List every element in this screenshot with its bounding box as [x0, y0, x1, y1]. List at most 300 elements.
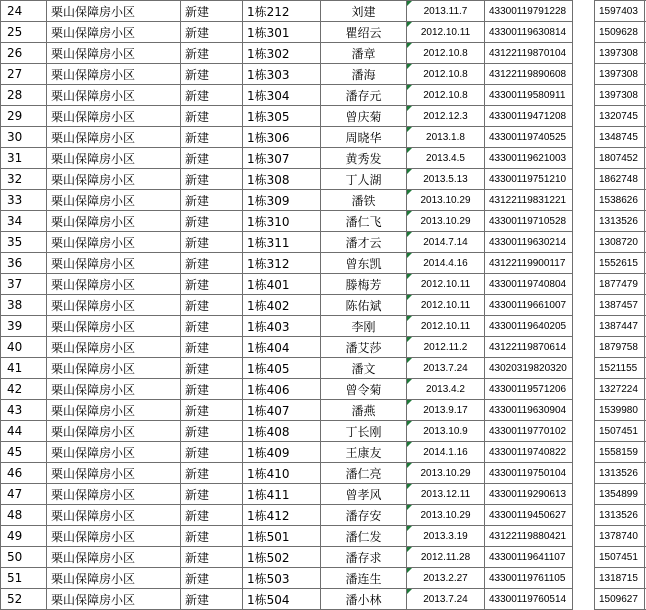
type-cell[interactable]: 新建: [181, 589, 243, 610]
gap-cell: [573, 568, 595, 589]
date-cell[interactable]: 2013.10.29: [407, 463, 485, 484]
community-cell[interactable]: 栗山保障房小区: [47, 85, 181, 106]
gap-cell: [573, 85, 595, 106]
room-cell[interactable]: 1栋407: [243, 400, 321, 421]
date-cell[interactable]: 2013.5.13: [407, 169, 485, 190]
room-cell[interactable]: 1栋310: [243, 211, 321, 232]
row-number-cell[interactable]: 24: [1, 1, 47, 22]
date-cell[interactable]: 2014.7.14: [407, 232, 485, 253]
resident-name-cell[interactable]: 黄秀发: [321, 148, 407, 169]
id-number-cell[interactable]: 43300119770102: [485, 421, 573, 442]
resident-name-cell[interactable]: 潘仁飞: [321, 211, 407, 232]
phone-cell[interactable]: 1397308: [595, 43, 645, 64]
row-number-cell[interactable]: 36: [1, 253, 47, 274]
phone-cell[interactable]: 1387457: [595, 295, 645, 316]
community-cell[interactable]: 栗山保障房小区: [47, 463, 181, 484]
room-cell[interactable]: 1栋403: [243, 316, 321, 337]
row-number-cell[interactable]: 48: [1, 505, 47, 526]
gap-cell: [573, 484, 595, 505]
room-cell[interactable]: 1栋502: [243, 547, 321, 568]
type-cell[interactable]: 新建: [181, 484, 243, 505]
gap-cell: [573, 337, 595, 358]
room-cell[interactable]: 1栋412: [243, 505, 321, 526]
community-cell[interactable]: 栗山保障房小区: [47, 64, 181, 85]
room-cell[interactable]: 1栋306: [243, 127, 321, 148]
date-cell[interactable]: 2013.7.24: [407, 589, 485, 610]
id-number-cell[interactable]: 43300119641107: [485, 547, 573, 568]
table-row: [1, 421, 646, 442]
resident-name-cell[interactable]: 潘艾莎: [321, 337, 407, 358]
date-cell[interactable]: 2012.10.8: [407, 85, 485, 106]
gap-cell: [573, 547, 595, 568]
room-cell[interactable]: 1栋402: [243, 295, 321, 316]
comment-marker-icon: [407, 148, 412, 153]
row-number-cell[interactable]: 32: [1, 169, 47, 190]
community-cell[interactable]: 栗山保障房小区: [47, 589, 181, 610]
date-cell[interactable]: 2012.10.11: [407, 22, 485, 43]
type-cell[interactable]: 新建: [181, 316, 243, 337]
id-number-cell[interactable]: 43300119750104: [485, 463, 573, 484]
id-number-cell[interactable]: 43300119580911: [485, 85, 573, 106]
comment-marker-icon: [407, 463, 412, 468]
comment-marker-icon: [407, 127, 412, 132]
room-cell[interactable]: 1栋410: [243, 463, 321, 484]
id-number-cell[interactable]: 43300119450627: [485, 505, 573, 526]
id-number-cell[interactable]: 43300119791228: [485, 1, 573, 22]
date-cell[interactable]: 2013.7.24: [407, 358, 485, 379]
phone-cell[interactable]: 1348745: [595, 127, 645, 148]
id-number-cell[interactable]: 43300119710528: [485, 211, 573, 232]
community-cell[interactable]: 栗山保障房小区: [47, 22, 181, 43]
date-cell[interactable]: 2013.10.29: [407, 505, 485, 526]
row-number-cell[interactable]: 28: [1, 85, 47, 106]
row-number-cell[interactable]: 34: [1, 211, 47, 232]
gap-cell: [573, 22, 595, 43]
row-number-cell[interactable]: 37: [1, 274, 47, 295]
type-cell[interactable]: 新建: [181, 295, 243, 316]
community-cell[interactable]: 栗山保障房小区: [47, 127, 181, 148]
id-number-cell[interactable]: 43300119630814: [485, 22, 573, 43]
comment-marker-icon: [407, 526, 412, 531]
date-cell[interactable]: 2013.9.17: [407, 400, 485, 421]
table-row: [1, 358, 646, 379]
resident-name-cell[interactable]: 潘存元: [321, 85, 407, 106]
type-cell[interactable]: 新建: [181, 43, 243, 64]
room-cell[interactable]: 1栋411: [243, 484, 321, 505]
community-cell[interactable]: 栗山保障房小区: [47, 421, 181, 442]
community-cell[interactable]: 栗山保障房小区: [47, 484, 181, 505]
resident-name-cell[interactable]: 陈佑斌: [321, 295, 407, 316]
row-number-cell[interactable]: 29: [1, 106, 47, 127]
type-cell[interactable]: 新建: [181, 442, 243, 463]
room-cell[interactable]: 1栋212: [243, 1, 321, 22]
date-cell[interactable]: 2012.10.11: [407, 316, 485, 337]
phone-cell[interactable]: 1507451: [595, 547, 645, 568]
comment-marker-icon: [407, 358, 412, 363]
resident-name-cell[interactable]: 潘章: [321, 43, 407, 64]
type-cell[interactable]: 新建: [181, 400, 243, 421]
date-cell[interactable]: 2013.3.19: [407, 526, 485, 547]
type-cell[interactable]: 新建: [181, 568, 243, 589]
phone-cell[interactable]: 1877479: [595, 274, 645, 295]
id-number-cell[interactable]: 43122119831221: [485, 190, 573, 211]
room-cell[interactable]: 1栋501: [243, 526, 321, 547]
row-number-cell[interactable]: 31: [1, 148, 47, 169]
phone-cell[interactable]: 1397308: [595, 64, 645, 85]
table-row: [1, 400, 646, 421]
gap-cell: [573, 526, 595, 547]
table-row: [1, 337, 646, 358]
comment-marker-icon: [407, 379, 412, 384]
room-cell[interactable]: 1栋404: [243, 337, 321, 358]
community-cell[interactable]: 栗山保障房小区: [47, 568, 181, 589]
id-number-cell[interactable]: 43300119661007: [485, 295, 573, 316]
room-cell[interactable]: 1栋401: [243, 274, 321, 295]
comment-marker-icon: [407, 190, 412, 195]
id-number-cell[interactable]: 43300119630214: [485, 232, 573, 253]
gap-cell: [573, 421, 595, 442]
type-cell[interactable]: 新建: [181, 463, 243, 484]
gap-cell: [573, 190, 595, 211]
phone-cell[interactable]: 1308720: [595, 232, 645, 253]
community-cell[interactable]: 栗山保障房小区: [47, 148, 181, 169]
comment-marker-icon: [407, 505, 412, 510]
resident-name-cell[interactable]: 曾庆菊: [321, 106, 407, 127]
resident-name-cell[interactable]: 李刚: [321, 316, 407, 337]
resident-name-cell[interactable]: 潘连生: [321, 568, 407, 589]
community-cell[interactable]: 栗山保障房小区: [47, 358, 181, 379]
gap-cell: [573, 505, 595, 526]
comment-marker-icon: [407, 274, 412, 279]
resident-name-cell[interactable]: 潘燕: [321, 400, 407, 421]
room-cell[interactable]: 1栋308: [243, 169, 321, 190]
comment-marker-icon: [407, 568, 412, 573]
community-cell[interactable]: 栗山保障房小区: [47, 211, 181, 232]
phone-cell[interactable]: 1354899: [595, 484, 645, 505]
table-row: [1, 22, 646, 43]
id-number-cell[interactable]: 43300119640205: [485, 316, 573, 337]
resident-name-cell[interactable]: 滕梅芳: [321, 274, 407, 295]
phone-cell[interactable]: 1521155: [595, 358, 645, 379]
date-cell[interactable]: 2012.12.3: [407, 106, 485, 127]
phone-cell[interactable]: 1862748: [595, 169, 645, 190]
id-number-cell[interactable]: 43020319820320: [485, 358, 573, 379]
row-number-cell[interactable]: 33: [1, 190, 47, 211]
row-number-cell[interactable]: 35: [1, 232, 47, 253]
resident-name-cell[interactable]: 丁长刚: [321, 421, 407, 442]
phone-cell[interactable]: 1879758: [595, 337, 645, 358]
id-number-cell[interactable]: 43300119471208: [485, 106, 573, 127]
community-cell[interactable]: 栗山保障房小区: [47, 526, 181, 547]
date-cell[interactable]: 2012.11.28: [407, 547, 485, 568]
community-cell[interactable]: 栗山保障房小区: [47, 400, 181, 421]
gap-cell: [573, 358, 595, 379]
comment-marker-icon: [407, 169, 412, 174]
comment-marker-icon: [407, 484, 412, 489]
room-cell[interactable]: 1栋504: [243, 589, 321, 610]
phone-cell[interactable]: 1313526: [595, 463, 645, 484]
resident-name-cell[interactable]: 曾孝风: [321, 484, 407, 505]
phone-cell[interactable]: 1313526: [595, 505, 645, 526]
date-cell[interactable]: 2013.12.11: [407, 484, 485, 505]
room-cell[interactable]: 1栋311: [243, 232, 321, 253]
id-number-cell[interactable]: 43300119740525: [485, 127, 573, 148]
table-row: [1, 106, 646, 127]
table-row: [1, 64, 646, 85]
room-cell[interactable]: 1栋303: [243, 64, 321, 85]
community-cell[interactable]: 栗山保障房小区: [47, 379, 181, 400]
date-cell[interactable]: 2013.4.2: [407, 379, 485, 400]
community-cell[interactable]: 栗山保障房小区: [47, 253, 181, 274]
type-cell[interactable]: 新建: [181, 22, 243, 43]
table-row: [1, 211, 646, 232]
row-number-cell[interactable]: 38: [1, 295, 47, 316]
comment-marker-icon: [407, 85, 412, 90]
type-cell[interactable]: 新建: [181, 148, 243, 169]
community-cell[interactable]: 栗山保障房小区: [47, 106, 181, 127]
phone-cell[interactable]: 1378740: [595, 526, 645, 547]
room-cell[interactable]: 1栋409: [243, 442, 321, 463]
room-cell[interactable]: 1栋309: [243, 190, 321, 211]
community-cell[interactable]: 栗山保障房小区: [47, 232, 181, 253]
date-cell[interactable]: 2012.10.11: [407, 274, 485, 295]
phone-cell[interactable]: 1507451: [595, 421, 645, 442]
community-cell[interactable]: 栗山保障房小区: [47, 442, 181, 463]
resident-name-cell[interactable]: 潘仁亮: [321, 463, 407, 484]
type-cell[interactable]: 新建: [181, 421, 243, 442]
phone-cell[interactable]: 1320745: [595, 106, 645, 127]
type-cell[interactable]: 新建: [181, 505, 243, 526]
row-number-cell[interactable]: 25: [1, 22, 47, 43]
type-cell[interactable]: 新建: [181, 1, 243, 22]
row-number-cell[interactable]: 44: [1, 421, 47, 442]
comment-marker-icon: [407, 589, 412, 594]
type-cell[interactable]: 新建: [181, 526, 243, 547]
date-cell[interactable]: 2012.10.11: [407, 295, 485, 316]
id-number-cell[interactable]: 43300119621003: [485, 148, 573, 169]
type-cell[interactable]: 新建: [181, 337, 243, 358]
phone-cell[interactable]: 1313526: [595, 211, 645, 232]
room-cell[interactable]: 1栋302: [243, 43, 321, 64]
id-number-cell[interactable]: 43122119900117: [485, 253, 573, 274]
row-number-cell[interactable]: 43: [1, 400, 47, 421]
table-row: [1, 274, 646, 295]
gap-cell: [573, 463, 595, 484]
type-cell[interactable]: 新建: [181, 274, 243, 295]
comment-marker-icon: [407, 253, 412, 258]
comment-marker-icon: [407, 106, 412, 111]
resident-name-cell[interactable]: 曾令菊: [321, 379, 407, 400]
type-cell[interactable]: 新建: [181, 169, 243, 190]
id-number-cell[interactable]: 43300119760514: [485, 589, 573, 610]
gap-cell: [573, 316, 595, 337]
row-number-cell[interactable]: 52: [1, 589, 47, 610]
id-number-cell[interactable]: 43300119290613: [485, 484, 573, 505]
type-cell[interactable]: 新建: [181, 253, 243, 274]
resident-name-cell[interactable]: 潘海: [321, 64, 407, 85]
type-cell[interactable]: 新建: [181, 379, 243, 400]
room-cell[interactable]: 1栋305: [243, 106, 321, 127]
id-number-cell[interactable]: 43122119880421: [485, 526, 573, 547]
table-row: [1, 316, 646, 337]
phone-cell[interactable]: 1807452: [595, 148, 645, 169]
row-number-cell[interactable]: 47: [1, 484, 47, 505]
gap-cell: [573, 232, 595, 253]
community-cell[interactable]: 栗山保障房小区: [47, 295, 181, 316]
comment-marker-icon: [407, 232, 412, 237]
phone-cell[interactable]: 1509627: [595, 589, 645, 610]
table-row: [1, 253, 646, 274]
type-cell[interactable]: 新建: [181, 127, 243, 148]
table-row: [1, 148, 646, 169]
comment-marker-icon: [407, 64, 412, 69]
row-number-cell[interactable]: 42: [1, 379, 47, 400]
resident-name-cell[interactable]: 刘建: [321, 1, 407, 22]
table-row: [1, 85, 646, 106]
id-number-cell[interactable]: 43300119630904: [485, 400, 573, 421]
phone-cell[interactable]: 1318715: [595, 568, 645, 589]
gap-cell: [573, 148, 595, 169]
phone-cell[interactable]: 1387447: [595, 316, 645, 337]
resident-name-cell[interactable]: 潘铁: [321, 190, 407, 211]
id-number-cell[interactable]: 43300119571206: [485, 379, 573, 400]
comment-marker-icon: [407, 400, 412, 405]
comment-marker-icon: [407, 1, 412, 6]
table-row: [1, 232, 646, 253]
type-cell[interactable]: 新建: [181, 232, 243, 253]
date-cell[interactable]: 2013.11.7: [407, 1, 485, 22]
id-number-cell[interactable]: 43122119870104: [485, 43, 573, 64]
phone-cell[interactable]: 1327224: [595, 379, 645, 400]
table-row: [1, 526, 646, 547]
type-cell[interactable]: 新建: [181, 358, 243, 379]
type-cell[interactable]: 新建: [181, 85, 243, 106]
date-cell[interactable]: 2013.10.29: [407, 211, 485, 232]
row-number-cell[interactable]: 41: [1, 358, 47, 379]
community-cell[interactable]: 栗山保障房小区: [47, 1, 181, 22]
phone-cell[interactable]: 1509628: [595, 22, 645, 43]
table-row: [1, 43, 646, 64]
phone-cell[interactable]: 1539980: [595, 400, 645, 421]
row-number-cell[interactable]: 50: [1, 547, 47, 568]
comment-marker-icon: [407, 316, 412, 321]
community-cell[interactable]: 栗山保障房小区: [47, 43, 181, 64]
row-number-cell[interactable]: 39: [1, 316, 47, 337]
row-number-cell[interactable]: 46: [1, 463, 47, 484]
type-cell[interactable]: 新建: [181, 547, 243, 568]
gap-cell: [573, 169, 595, 190]
room-cell[interactable]: 1栋503: [243, 568, 321, 589]
community-cell[interactable]: 栗山保障房小区: [47, 316, 181, 337]
type-cell[interactable]: 新建: [181, 190, 243, 211]
resident-name-cell[interactable]: 曾东凯: [321, 253, 407, 274]
type-cell[interactable]: 新建: [181, 106, 243, 127]
date-cell[interactable]: 2012.11.2: [407, 337, 485, 358]
comment-marker-icon: [407, 337, 412, 342]
row-number-cell[interactable]: 49: [1, 526, 47, 547]
resident-name-cell[interactable]: 潘文: [321, 358, 407, 379]
row-number-cell[interactable]: 26: [1, 43, 47, 64]
room-cell[interactable]: 1栋312: [243, 253, 321, 274]
room-cell[interactable]: 1栋406: [243, 379, 321, 400]
phone-cell[interactable]: 1558159: [595, 442, 645, 463]
community-cell[interactable]: 栗山保障房小区: [47, 190, 181, 211]
room-cell[interactable]: 1栋307: [243, 148, 321, 169]
row-number-cell[interactable]: 27: [1, 64, 47, 85]
resident-name-cell[interactable]: 潘存安: [321, 505, 407, 526]
row-number-cell[interactable]: 30: [1, 127, 47, 148]
table-row: [1, 589, 646, 610]
id-number-cell[interactable]: 43122119870614: [485, 337, 573, 358]
room-cell[interactable]: 1栋408: [243, 421, 321, 442]
resident-name-cell[interactable]: 潘存求: [321, 547, 407, 568]
type-cell[interactable]: 新建: [181, 64, 243, 85]
room-cell[interactable]: 1栋405: [243, 358, 321, 379]
community-cell[interactable]: 栗山保障房小区: [47, 505, 181, 526]
table-row: [1, 442, 646, 463]
date-cell[interactable]: 2012.10.8: [407, 43, 485, 64]
date-cell[interactable]: 2013.10.29: [407, 190, 485, 211]
room-cell[interactable]: 1栋301: [243, 22, 321, 43]
comment-marker-icon: [407, 547, 412, 552]
phone-cell[interactable]: 1597403: [595, 1, 645, 22]
date-cell[interactable]: 2013.1.8: [407, 127, 485, 148]
gap-cell: [573, 400, 595, 421]
table-row: [1, 547, 646, 568]
id-number-cell[interactable]: 43300119740822: [485, 442, 573, 463]
row-number-cell[interactable]: 51: [1, 568, 47, 589]
type-cell[interactable]: 新建: [181, 211, 243, 232]
gap-cell: [573, 127, 595, 148]
row-number-cell[interactable]: 40: [1, 337, 47, 358]
resident-name-cell[interactable]: 周晓华: [321, 127, 407, 148]
phone-cell[interactable]: 1397308: [595, 85, 645, 106]
gap-cell: [573, 274, 595, 295]
gap-cell: [573, 211, 595, 232]
community-cell[interactable]: 栗山保障房小区: [47, 337, 181, 358]
community-cell[interactable]: 栗山保障房小区: [47, 169, 181, 190]
date-cell[interactable]: 2014.4.16: [407, 253, 485, 274]
date-cell[interactable]: 2013.4.5: [407, 148, 485, 169]
resident-name-cell[interactable]: 丁人湖: [321, 169, 407, 190]
date-cell[interactable]: 2013.2.27: [407, 568, 485, 589]
resident-name-cell[interactable]: 瞿绍云: [321, 22, 407, 43]
community-cell[interactable]: 栗山保障房小区: [47, 274, 181, 295]
table-row: [1, 484, 646, 505]
table-row: [1, 505, 646, 526]
id-number-cell[interactable]: 43300119761105: [485, 568, 573, 589]
resident-name-cell[interactable]: 王康友: [321, 442, 407, 463]
phone-cell[interactable]: 1552615: [595, 253, 645, 274]
id-number-cell[interactable]: 43300119740804: [485, 274, 573, 295]
resident-name-cell[interactable]: 潘才云: [321, 232, 407, 253]
date-cell[interactable]: 2012.10.8: [407, 64, 485, 85]
table-row: [1, 295, 646, 316]
date-cell[interactable]: 2014.1.16: [407, 442, 485, 463]
gap-cell: [573, 442, 595, 463]
row-number-cell[interactable]: 45: [1, 442, 47, 463]
id-number-cell[interactable]: 43300119751210: [485, 169, 573, 190]
resident-name-cell[interactable]: 潘小林: [321, 589, 407, 610]
id-number-cell[interactable]: 43122119890608: [485, 64, 573, 85]
community-cell[interactable]: 栗山保障房小区: [47, 547, 181, 568]
phone-cell[interactable]: 1538626: [595, 190, 645, 211]
table-row: [1, 127, 646, 148]
room-cell[interactable]: 1栋304: [243, 85, 321, 106]
comment-marker-icon: [407, 211, 412, 216]
date-cell[interactable]: 2013.10.9: [407, 421, 485, 442]
resident-name-cell[interactable]: 潘仁发: [321, 526, 407, 547]
